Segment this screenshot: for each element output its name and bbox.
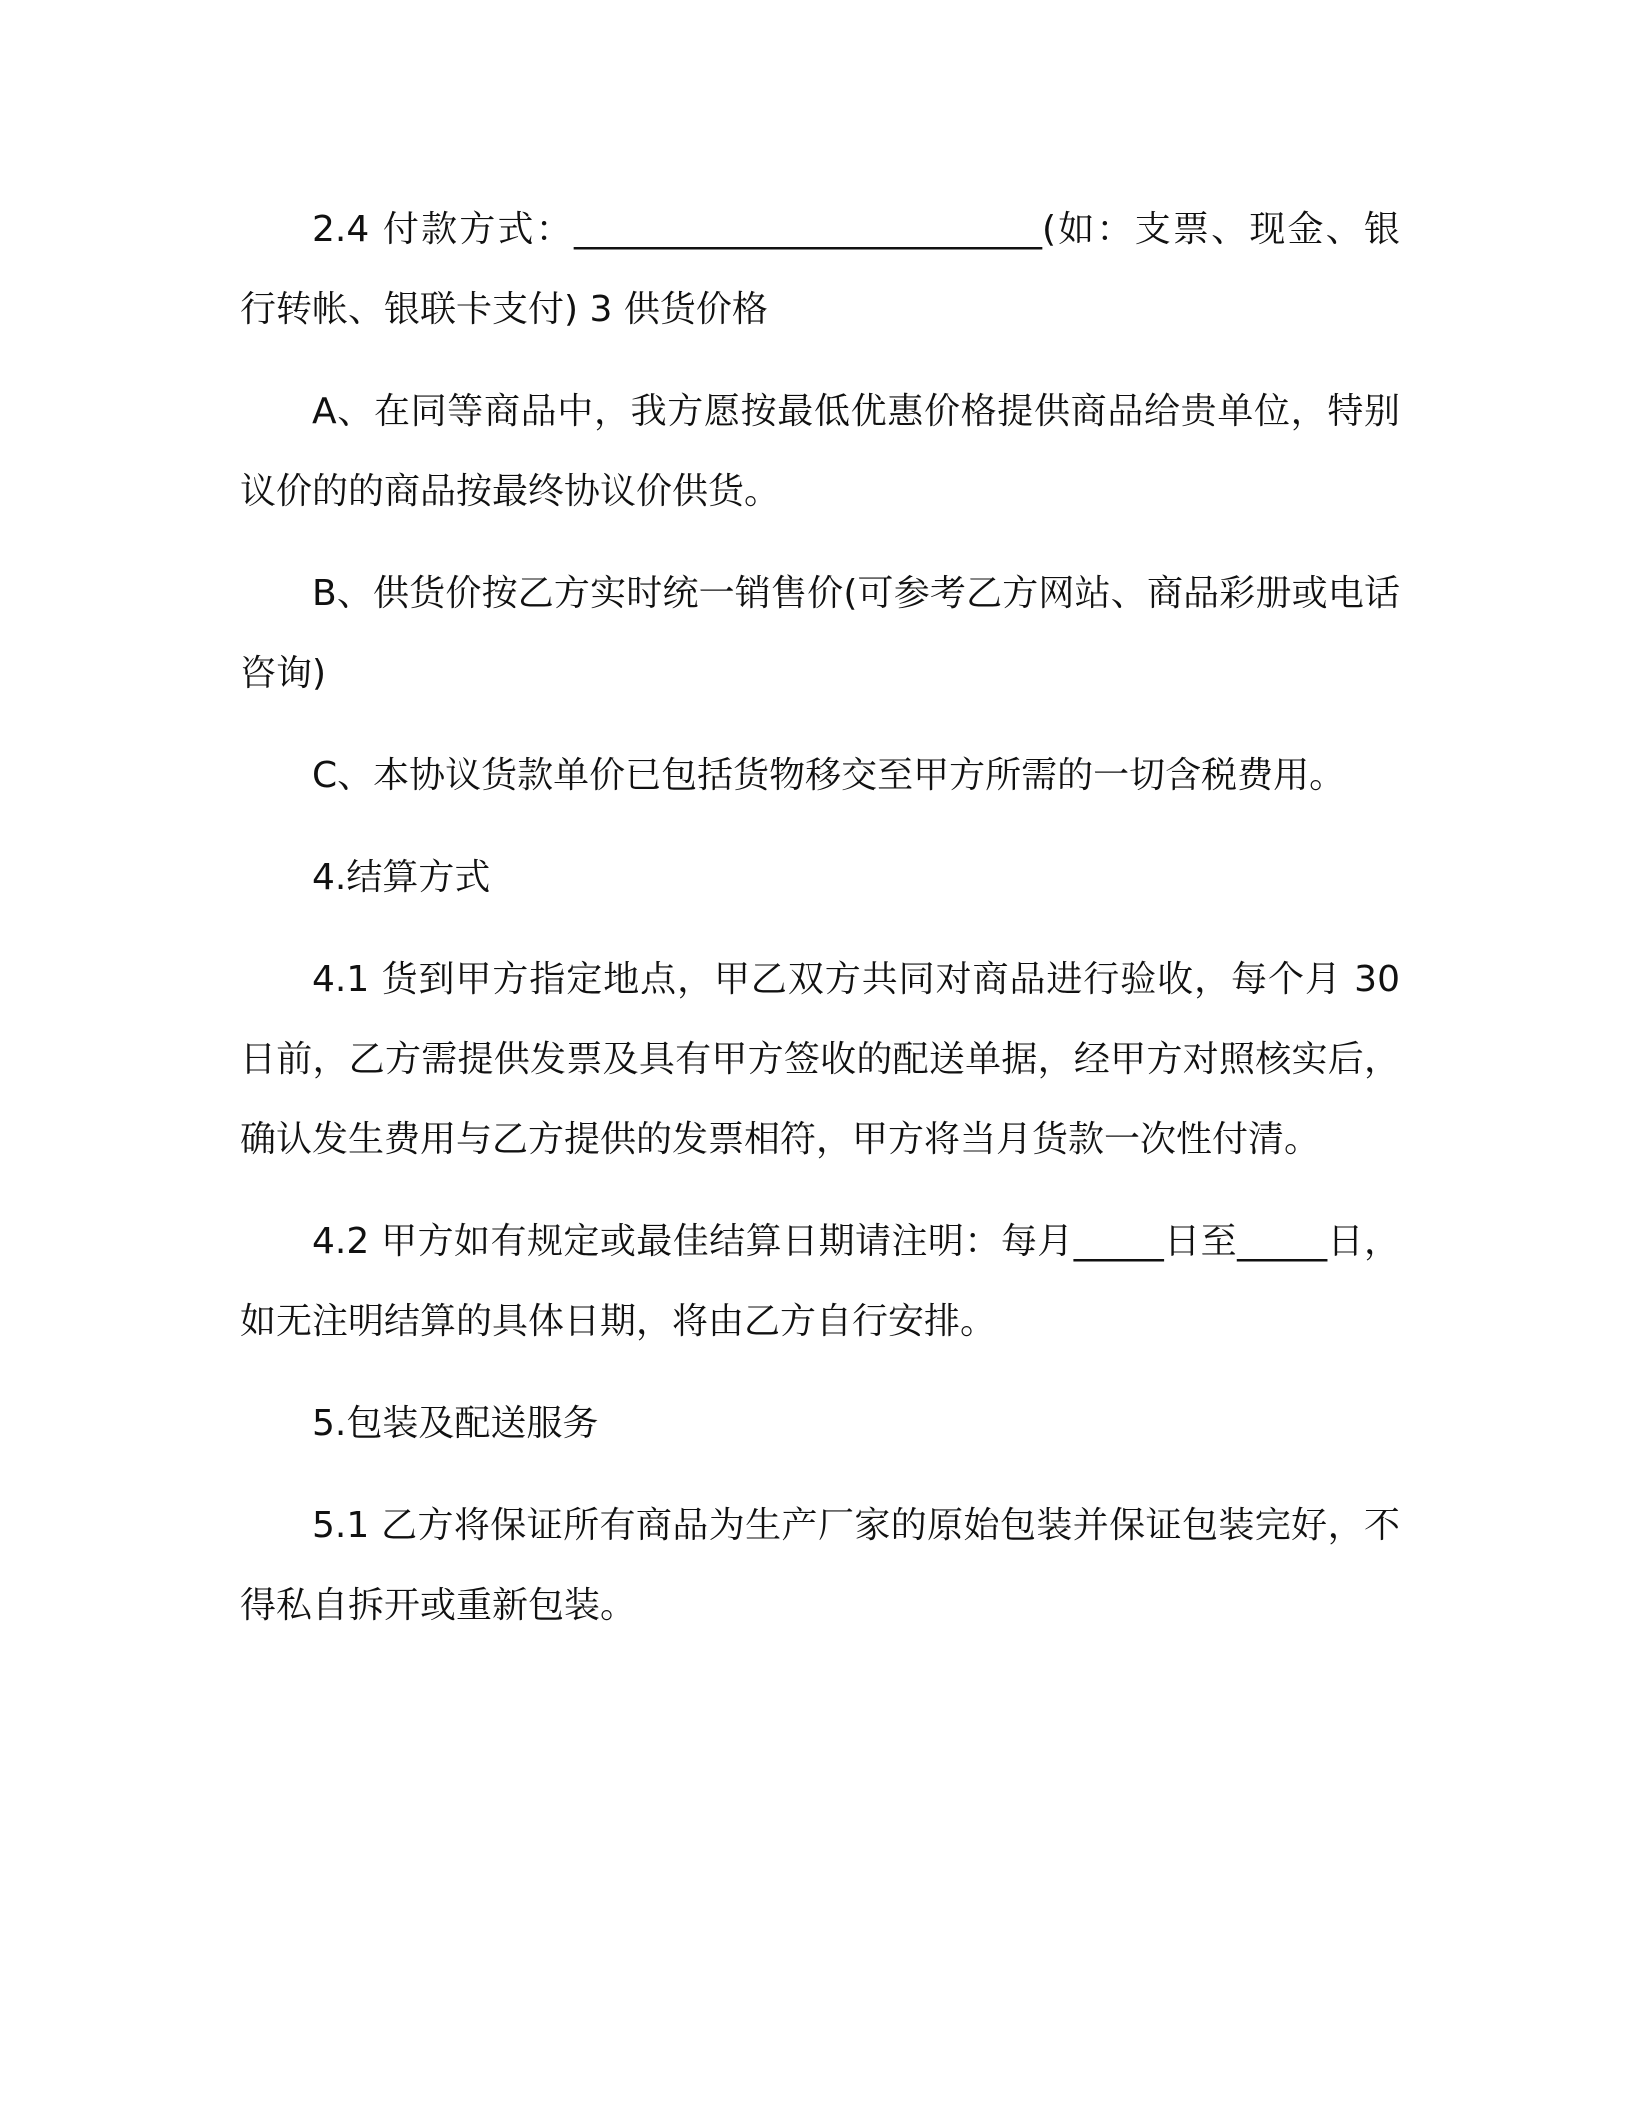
paragraph-clause-b: B、供货价按乙方实时统一销售价(可参考乙方网站、商品彩册或电话咨询) bbox=[240, 573, 1400, 694]
section-heading-packaging: 5.包装及配送服务 bbox=[312, 1403, 599, 1444]
paragraph-4-2: 4.2 甲方如有规定或最佳结算日期请注明：每月_____日至_____日，如无注明结算的具体日期，将由乙方自行安排。 bbox=[240, 1221, 1400, 1342]
paragraph-payment-method: 2.4 付款方式：__________________________(如：支票、现金、银行转帐、银联卡支付) 3 供货价格 bbox=[240, 209, 1400, 330]
section-heading-settlement: 4.结算方式 bbox=[312, 857, 491, 898]
paragraph-clause-a: A、在同等商品中，我方愿按最低优惠价格提供商品给贵单位，特别议价的的商品按最终协议价供货。 bbox=[240, 391, 1400, 512]
document-body bbox=[240, 190, 1400, 1668]
paragraph-5-1: 5.1 乙方将保证所有商品为生产厂家的原始包装并保证包装完好，不得私自拆开或重新包装。 bbox=[240, 1505, 1400, 1626]
paragraph-4-1: 4.1 货到甲方指定地点，甲乙双方共同对商品进行验收，每个月 30 日前，乙方需提供发票及具有甲方签收的配送单据，经甲方对照核实后，确认发生费用与乙方提供的发票相符，甲方将当月货款一次性付清。 bbox=[240, 959, 1400, 1160]
paragraph-clause-c: C、本协议货款单价已包括货物移交至甲方所需的一切含税费用。 bbox=[312, 755, 1346, 796]
